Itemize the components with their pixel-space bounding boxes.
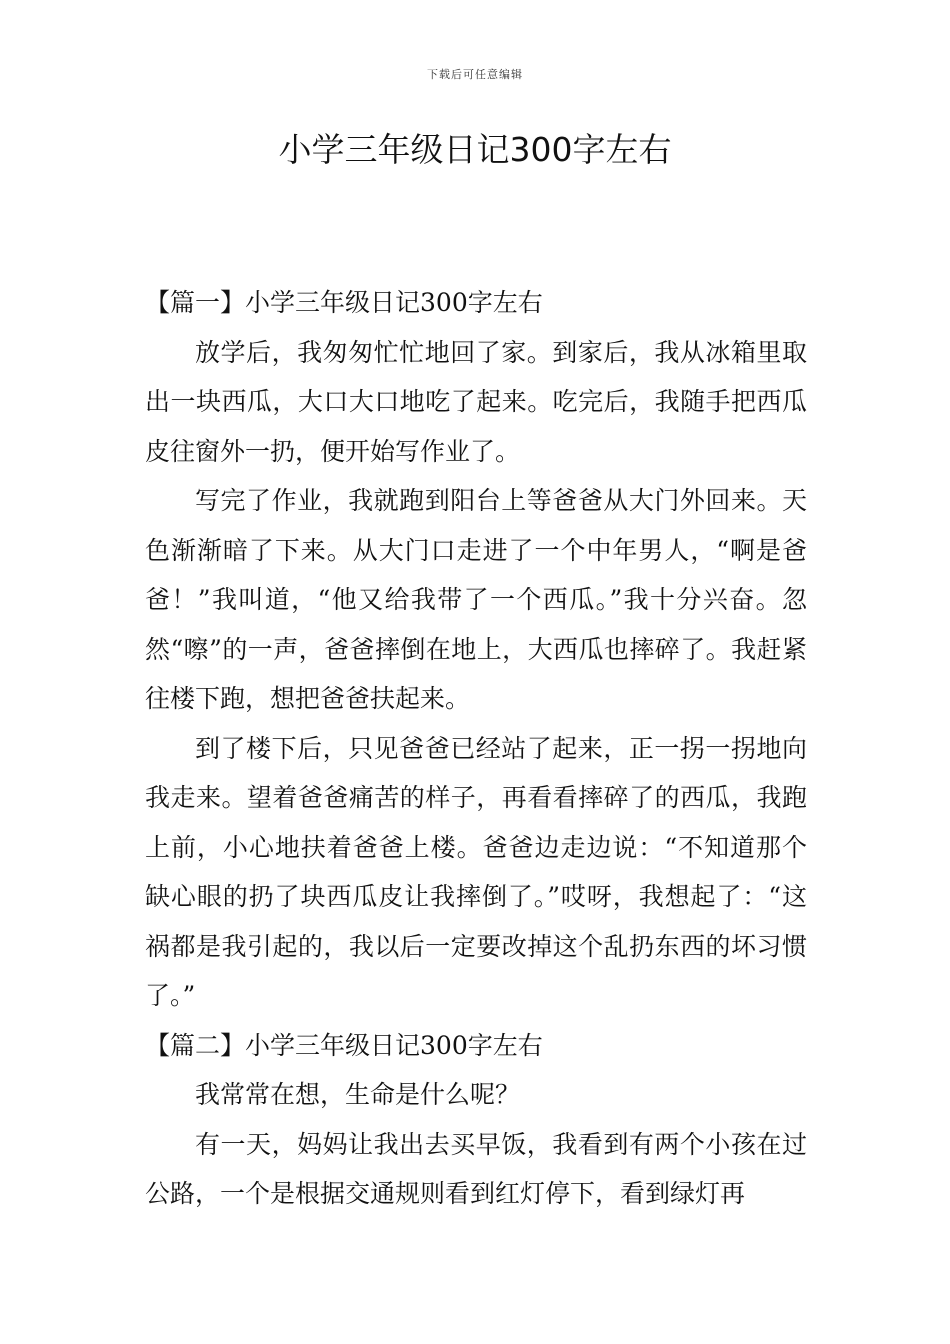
document-body	[145, 278, 807, 1219]
section-1	[145, 278, 807, 1021]
document-title: 小学三年级日记300字左右	[278, 130, 672, 169]
section-2	[145, 1021, 807, 1219]
paragraph: 有一天，妈妈让我出去买早饭，我看到有两个小孩在过公路，一个是根据交通规则看到红灯停下，看到绿灯再	[145, 1129, 807, 1208]
paragraph: 写完了作业，我就跑到阳台上等爸爸从大门外回来。天色渐渐暗了下来。从大门口走进了一个中年男人，“啊是爸爸！”我叫道，“他又给我带了一个西瓜。”我十分兴奋。忽然“嚓”的一声，爸爸摔倒在地上，大西瓜也摔碎了。我赶紧往楼下跑，想把爸爸扶起来。	[145, 486, 807, 713]
section-heading: 【篇一】小学三年级日记300字左右	[145, 288, 543, 317]
header-note: 下载后可任意编辑	[427, 68, 523, 81]
paragraph: 我常常在想，生命是什么呢？	[195, 1080, 521, 1109]
section-heading: 【篇二】小学三年级日记300字左右	[145, 1030, 543, 1060]
paragraph: 到了楼下后，只见爸爸已经站了起来，正一拐一拐地向我走来。望着爸爸痛苦的样子，再看看摔碎了的西瓜，我跑上前，小心地扶着爸爸上楼。爸爸边走边说：“不知道那个缺心眼的扔了块西瓜皮让我摔倒了。”哎呀，我想起了：“这祸都是我引起的，我以后一定要改掉这个乱扔东西的坏习惯了。”	[145, 733, 807, 1010]
paragraph: 放学后，我匆匆忙忙地回了家。到家后，我从冰箱里取出一块西瓜，大口大口地吃了起来。吃完后，我随手把西瓜皮往窗外一扔，便开始写作业了。	[145, 337, 807, 466]
